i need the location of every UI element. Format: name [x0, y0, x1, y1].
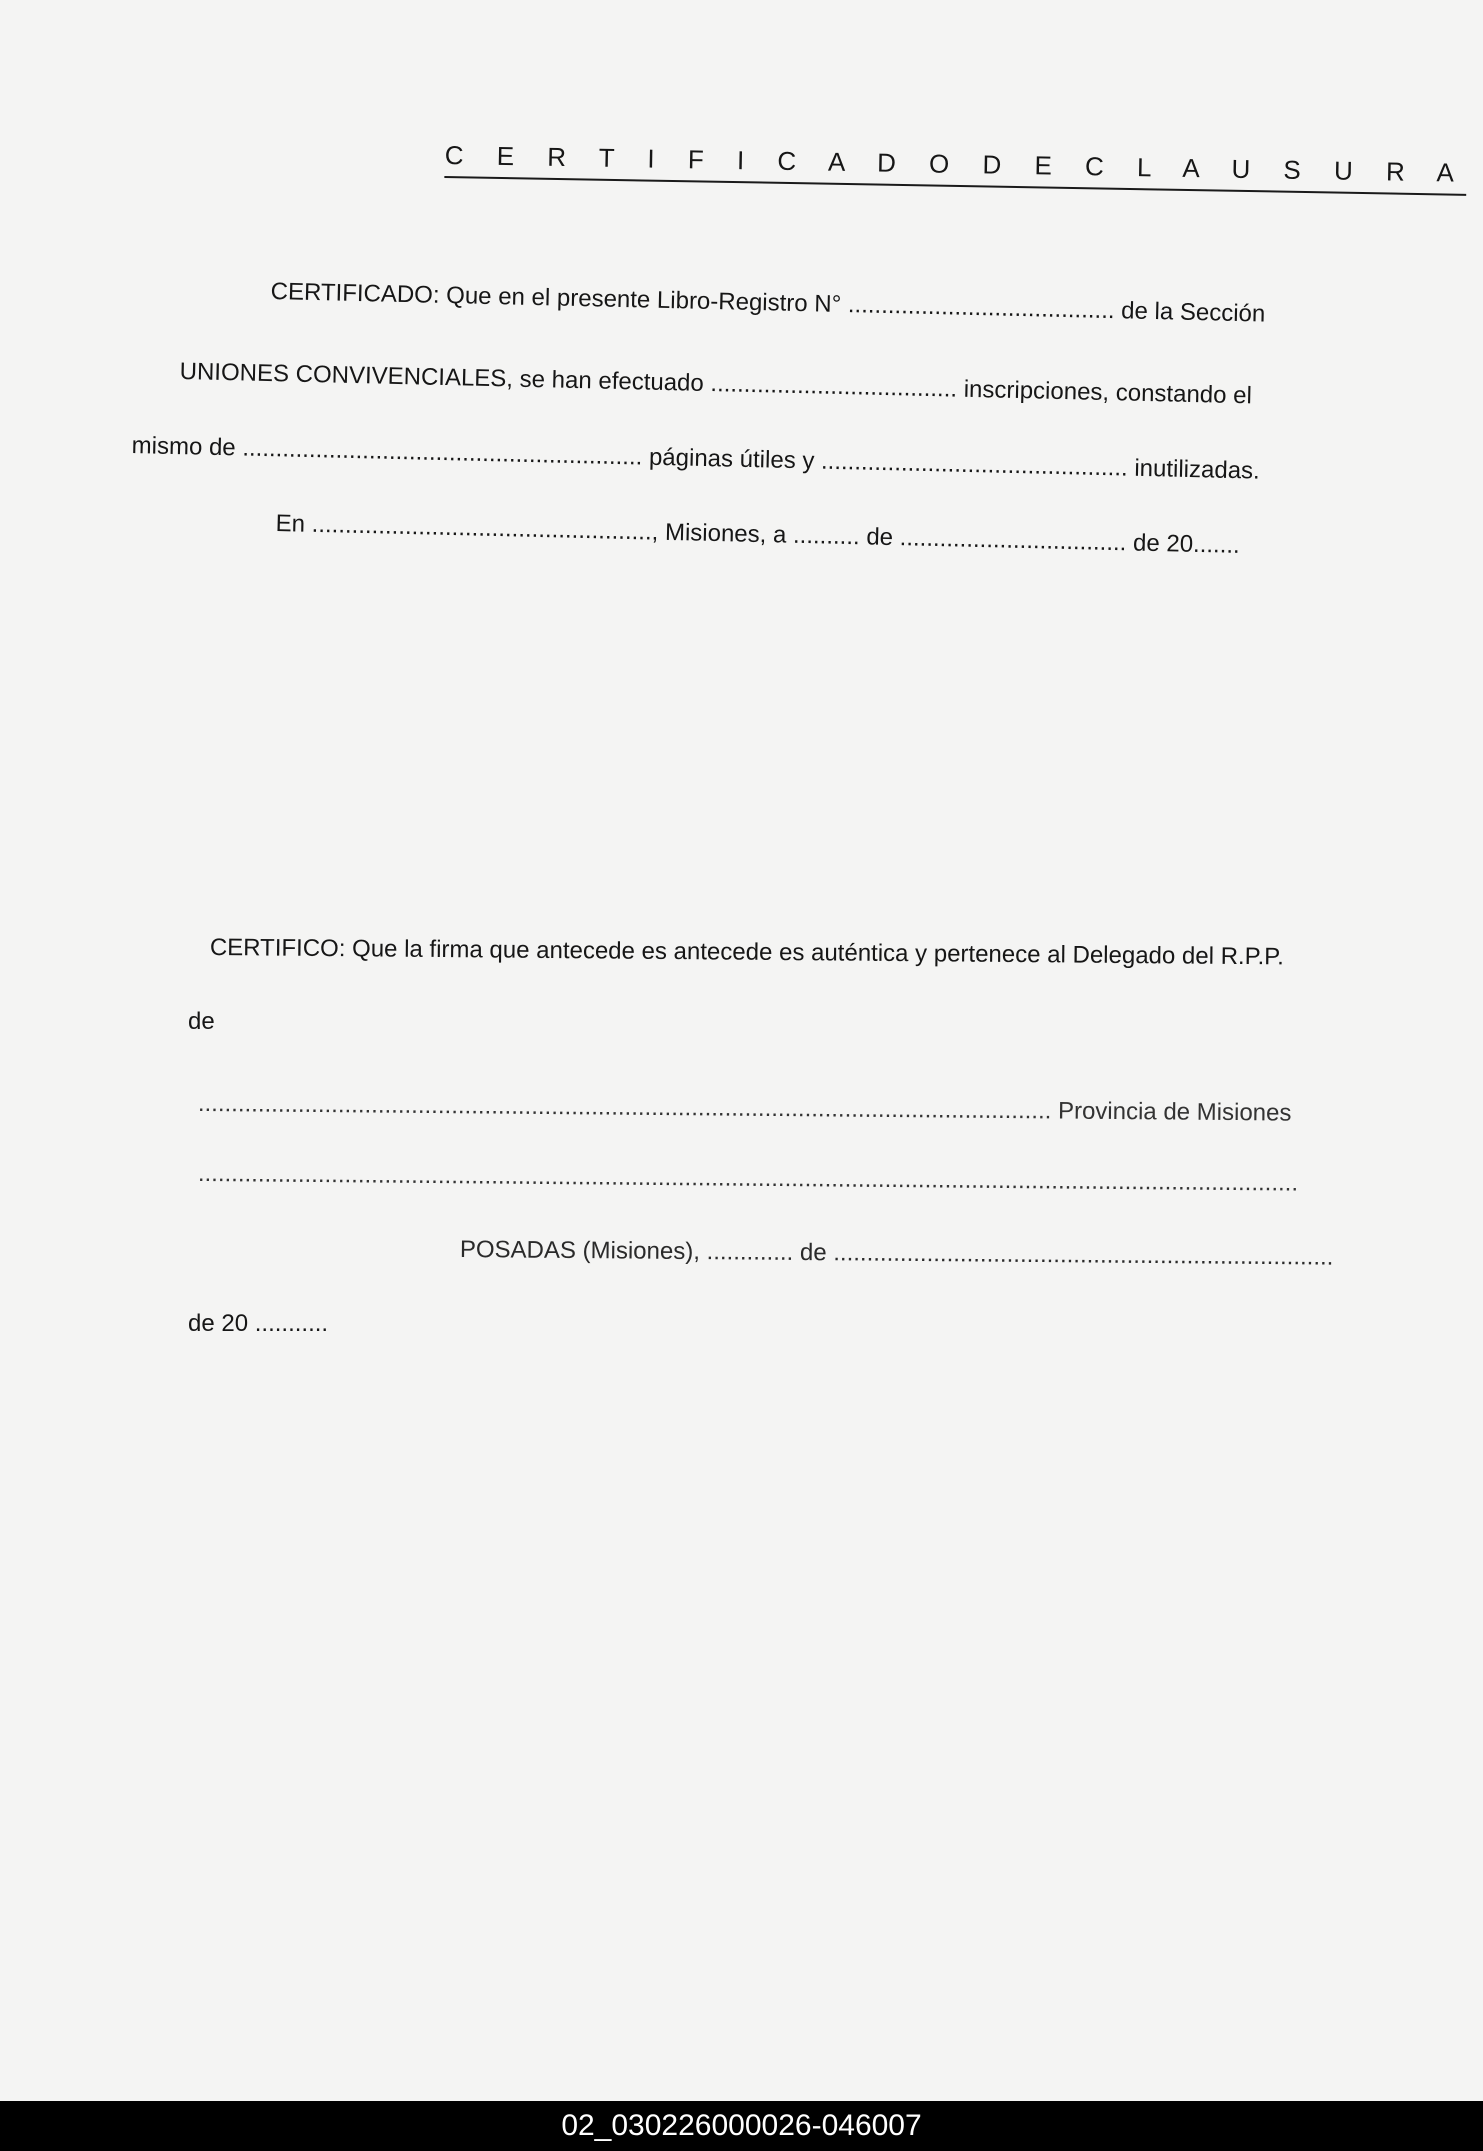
- certificado-line-2: UNIONES CONVIVENCIALES, se han efectuado ..................................... inscripciones, constando el: [179, 358, 1253, 410]
- certifico-line-1: CERTIFICO: Que la firma que antecede es antecede es auténtica y pertenece al Delegado del R.P.P.: [209, 934, 1284, 971]
- document-title: C E R T I F I C A D O D E C L A U S U R A: [444, 140, 1467, 196]
- certifico-line-3: ................................................................................................................................ Provincia de Misiones: [197, 1090, 1292, 1127]
- certificado-line-3: mismo de ............................................................ páginas útiles y .............................................. inutilizadas.: [131, 432, 1261, 485]
- certifico-line-5: POSADAS (Misiones), ............. de ...........................................................................: [459, 1236, 1334, 1271]
- certifico-line-4: .....................................................................................................................................................................: [197, 1160, 1299, 1197]
- document-id-label: 02_030226000026-046007: [561, 2109, 922, 2142]
- certifico-line-2: de: [188, 1008, 215, 1035]
- certifico-line-6: de 20 ...........: [188, 1310, 329, 1337]
- certificado-line-4: En ..................................................., Misiones, a .......... de .................................. de 20.......: [275, 510, 1241, 559]
- footer-bar: [0, 2101, 1483, 2151]
- certificado-line-1: CERTIFICADO: Que en el presente Libro-Registro N° ........................................ de la Sección: [270, 278, 1266, 328]
